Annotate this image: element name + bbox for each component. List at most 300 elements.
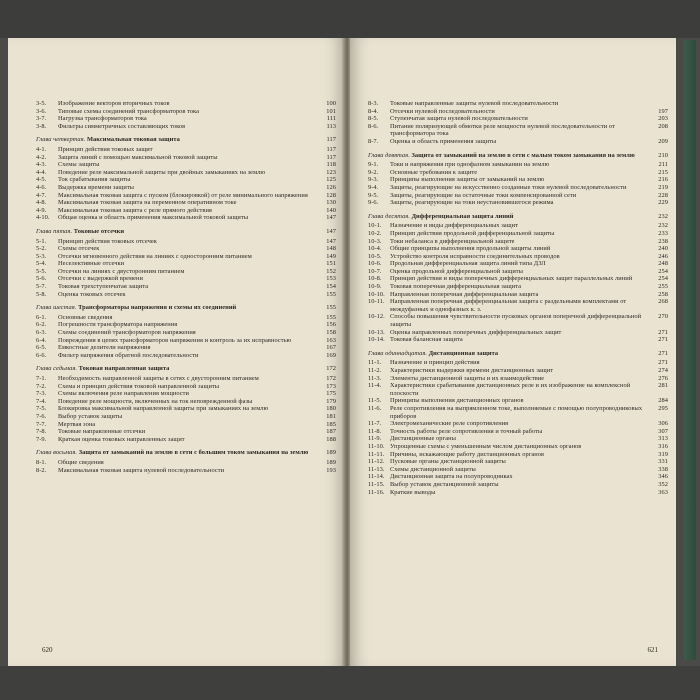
toc-entry-title: Схемы включения реле направления мощности [58,390,189,398]
toc-chapter-heading [368,350,668,358]
toc-entry-title: Принципы выполнения защиты от замыканий на землю [390,176,545,184]
toc-entry-title: Упрощенные схемы с уменьшенным числом дистанционных органов [390,442,582,450]
toc-entry [36,169,336,177]
toc-chapter-heading [36,228,336,236]
toc-entry [36,115,336,123]
toc-entry-number: 8-5. [368,115,379,123]
toc-entry-number: 7-6. [36,412,47,420]
toc-page-number: 203 [658,115,668,123]
toc-chapter-label: Глава девятая. [368,151,410,159]
toc-entry [36,176,336,184]
toc-chapter-label: Глава четвертая. [36,136,86,144]
toc-page-number: 232 [658,212,668,220]
left-page [8,38,344,666]
toc-page-number: 117 [326,153,336,161]
toc-entry-number: 8-3. [368,100,379,107]
toc-entry-title: Токовая балансная защита [390,336,463,344]
toc-entry-title: Способы повышения чувствительности пусковых органов поперечной дифференциальной защиты [390,313,642,329]
toc-chapter-title [368,213,644,221]
toc-entry-number: 11-11. [368,450,385,458]
toc-entry-title: Принципы выполнения дистанционных органов [390,397,524,405]
toc-page-number: 152 [326,267,336,275]
toc-entry [368,245,668,253]
toc-entry-number: 5-7. [36,283,47,291]
toc-entry-number: 9-3. [368,176,379,184]
toc-chapter-name: Дифференциальная защита линий [411,212,514,220]
toc-page-number: 172 [326,365,336,373]
toc-chapter-heading [36,449,336,457]
toc-entry-number: 5-4. [36,260,47,268]
toc-entry-title: Направленная поперечная дифференциальная защита [390,290,539,298]
toc-entry-title: Ступенчатая защита нулевой последовательности [390,115,528,123]
toc-entry-number: 9-4. [368,183,379,191]
toc-entry-number: 10-7. [368,267,382,275]
toc-entry-number: 7-4. [36,397,47,405]
toc-entry-title: Продольная дифференциальная защита линий типа ДЗЛ [390,260,546,268]
toc-entry-title: Токовые направленные защиты нулевой последовательности [390,100,559,107]
toc-entry-title: Отсечки нулевой последовательности [390,107,495,115]
toc-page-number: 319 [658,450,668,458]
toc-entry-title: Характеристики выдержки времени дистанционных защит [390,367,554,374]
toc-entry-title: Ток срабатывания защиты [58,176,131,184]
toc-entry-number: 11-6. [368,404,382,412]
toc-entry [36,199,336,207]
toc-entry [368,313,668,328]
toc-entry-title: Схемы дистанционной защиты [390,465,476,473]
toc-entry-title: Схемы соединений трансформаторов напряжения [58,329,196,337]
toc-entry-number: 10-14. [368,336,385,344]
toc-page-number: 210 [658,151,668,159]
toc-page-number: 307 [658,427,668,435]
toc-page-number: 306 [658,420,668,428]
toc-entry [368,161,668,169]
toc-page-number: 130 [326,199,336,207]
toc-entry-title: Характеристики срабатывания дистанционных реле и их изображение на комплексной плоскости [390,382,631,397]
toc-chapter-heading [36,304,336,312]
toc-entry-title: Краткие выводы [390,488,436,496]
toc-chapter-name: Токовые отсечки [73,227,125,235]
toc-entry-number: 10-5. [368,252,382,260]
toc-page-number: 158 [326,329,336,337]
toc-chapter-heading [36,136,336,144]
toc-page-number: 163 [326,336,336,344]
toc-entry [36,161,336,169]
toc-entry-number: 3-5. [36,100,47,107]
toc-page-number: 113 [326,122,336,130]
toc-entry-title: Устройство контроля исправности соединительных проводов [390,252,560,260]
toc-entry-title: Отсечки с выдержкой времени [58,275,143,283]
toc-entry [36,390,336,398]
toc-page-number: 295 [658,404,668,412]
toc-entry-title: Принцип действия продольной дифференциальной защиты [390,229,555,237]
toc-entry [368,123,668,138]
toc-entry [368,397,668,405]
toc-entry [36,321,336,329]
toc-entry-title: Повреждения в цепях трансформаторов напряжения и контроль за их исправностью [58,336,292,344]
toc-page-number: 229 [658,199,668,207]
toc-entry [36,459,336,467]
toc-entry [368,100,668,108]
toc-entry [36,421,336,429]
toc-entry [368,115,668,123]
toc-entry [368,253,668,261]
toc-page-number: 271 [658,328,668,336]
toc-entry [36,329,336,337]
toc-page-number: 233 [658,229,668,237]
toc-page-number: 219 [658,183,668,191]
toc-page-number: 169 [326,351,336,359]
toc-page-number: 268 [658,298,668,306]
toc-page-number: 316 [658,442,668,450]
toc-entry-title: Защиты, реагирующие на токи неустановившегося режима [390,199,554,207]
left-page-number: 620 [42,646,53,654]
toc-page-number: 193 [326,466,336,474]
toc-entry-number: 10-4. [368,245,382,253]
toc-page-number: 246 [658,252,668,260]
toc-entry [36,436,336,444]
toc-page-number: 276 [658,374,668,382]
toc-page-number: 228 [658,191,668,199]
toc-entry-number: 8-2. [36,466,47,474]
book-cover-edge [684,40,696,660]
toc-entry [36,154,336,162]
toc-entry-title: Основные сведения [58,313,113,321]
toc-entry-number: 10-1. [368,222,382,230]
toc-page-number: 185 [326,420,336,428]
toc-entry-number: 5-8. [36,290,47,298]
toc-entry-number: 6-6. [36,351,47,359]
toc-entry-title: Пусковые органы дистанционной защиты [390,458,506,466]
toc-page-number: 181 [326,412,336,420]
toc-entry-title: Реле сопротивления на выпрямленном токе, выполняемые с помощью полупроводниковых приборов [390,404,643,420]
toc-entry-title: Оценка продольной дифференциальной защиты [390,267,523,275]
toc-entry-title: Максимальная токовая защита с реле прямого действия [58,206,212,214]
toc-entry-number: 10-9. [368,283,382,291]
toc-page-number: 172 [326,375,336,382]
toc-page-number: 125 [326,176,336,184]
toc-entry-title: Неселективные отсечки [58,260,125,268]
toc-entry-number: 4-6. [36,183,47,191]
toc-entry-number: 6-2. [36,321,47,329]
toc-entry [36,291,336,299]
toc-entry [368,473,668,481]
right-toc [350,38,676,666]
toc-page-number: 346 [658,473,668,481]
toc-entry [368,466,668,474]
toc-entry-title: Токовая поперечная дифференциальная защита [390,283,521,291]
toc-page-number: 216 [658,176,668,184]
toc-page-number: 154 [326,283,336,291]
toc-entry-title: Причины, искажающие работу дистанционных органов [390,450,545,458]
toc-entry-title: Фильтры симметричных составляющих токов [58,122,186,130]
toc-entry [368,458,668,466]
toc-chapter-name: Максимальная токовая защита [86,136,180,144]
toc-entry [368,451,668,459]
toc-chapter-heading [36,365,336,373]
toc-entry-number: 6-3. [36,329,47,337]
toc-page-number: 189 [326,449,336,457]
toc-entry-title: Назначение и виды дифференциальных защит [390,222,518,230]
toc-page-number: 271 [658,349,668,357]
toc-entry-title: Схемы защиты [58,161,100,169]
toc-chapter-heading [368,213,668,221]
toc-entry-number: 11-1. [368,359,382,367]
toc-entry-number: 5-5. [36,267,47,275]
toc-page-number: 118 [326,161,336,169]
toc-chapter-name: Защита от замыканий на землю в сети с большим током замыкания на землю [78,449,309,457]
toc-entry-title: Питание поляризующей обмотки реле мощности нулевой последовательности от трансформатора тока [390,122,615,138]
toc-chapter-title [36,449,312,457]
toc-entry-title: Оценка и область применения защиты [390,137,497,145]
toc-entry [368,184,668,192]
toc-chapter-name: Токовая направленная защита [78,365,170,373]
toc-entry [368,176,668,184]
toc-page-number: 126 [326,183,336,191]
toc-entry-title: Максимальная токовая защита с пуском (блокировкой) от реле минимального напряжения [58,191,308,199]
toc-entry [36,253,336,261]
toc-entry [368,138,668,146]
toc-chapter-label: Глава шестая. [36,304,77,312]
toc-entry-title: Защиты, реагирующие на остаточные токи компенсированной сети [390,191,577,199]
toc-page-number: 173 [326,382,336,390]
toc-entry-title: Отсечки на линиях с двусторонним питанием [58,267,185,275]
toc-entry-title: Выбор уставок дистанционной защиты [390,480,499,488]
toc-page-number: 128 [326,191,336,199]
toc-entry-number: 7-2. [36,382,47,390]
toc-entry [36,146,336,154]
toc-page-number: 232 [658,222,668,230]
toc-entry-title: Отсечки мгновенного действия на линиях с односторонним питанием [58,252,252,260]
toc-page-number: 254 [658,267,668,275]
toc-entry-number: 4-10. [36,214,50,222]
toc-entry [36,467,336,475]
toc-page-number: 338 [658,465,668,473]
toc-page-number: 155 [326,304,336,312]
toc-page-number: 100 [326,100,336,107]
toc-page-number: 271 [658,336,668,344]
toc-entry-number: 7-1. [36,375,47,382]
toc-entry-title: Мертвая зона [58,420,96,428]
toc-entry-title: Изображение векторов вторичных токов [58,100,170,107]
toc-chapter-title [368,152,644,160]
toc-entry-title: Токовая трехступенчатая защита [58,283,149,291]
toc-entry [368,222,668,230]
toc-entry-title: Токовые направленные отсечки [58,428,146,436]
toc-entry-title: Типовые схемы соединений трансформаторов тока [58,107,199,115]
toc-entry-number: 5-3. [36,252,47,260]
toc-page-number: 148 [326,245,336,253]
toc-entry-number: 11-8. [368,427,382,435]
toc-entry-number: 11-3. [368,374,382,382]
toc-entry [36,192,336,200]
toc-page-number: 155 [326,290,336,298]
toc-page-number: 147 [326,214,336,222]
toc-entry-number: 6-5. [36,344,47,352]
toc-entry-number: 11-5. [368,397,382,405]
toc-page-number: 149 [326,252,336,260]
toc-page-number: 188 [326,435,336,443]
toc-page-number: 117 [326,145,336,153]
toc-entry [368,268,668,276]
toc-chapter-heading [368,152,668,160]
toc-entry-title: Оценка токовых отсечек [58,290,126,298]
toc-page-number: 147 [326,227,336,235]
toc-entry-number: 4-4. [36,168,47,176]
toc-entry-number: 7-3. [36,390,47,398]
toc-page-number: 117 [326,136,336,144]
toc-entry-number: 4-3. [36,161,47,169]
toc-chapter-label: Глава седьмая. [36,365,77,373]
toc-entry [368,283,668,291]
toc-page-number: 147 [326,237,336,245]
toc-entry-title: Погрешности трансформатора напряжения [58,321,178,329]
toc-entry [36,100,336,108]
toc-entry [36,344,336,352]
toc-entry [36,413,336,421]
toc-page-number: 352 [658,480,668,488]
toc-entry-number: 4-1. [36,145,47,153]
toc-entry-number: 11-15. [368,480,385,488]
toc-chapter-name: Дистанционная защита [428,349,499,357]
toc-entry-title: Дистанционные органы [390,435,456,443]
toc-entry [36,383,336,391]
toc-entry [368,428,668,436]
toc-entry [36,268,336,276]
toc-page-number: 123 [326,168,336,176]
toc-entry-number: 5-6. [36,275,47,283]
toc-entry-title: Выбор уставок защиты [58,412,123,420]
toc-entry [368,443,668,451]
toc-entry-number: 8-4. [368,107,379,115]
toc-page-number: 270 [658,313,668,321]
toc-entry [368,359,668,367]
toc-entry-number: 11-16. [368,488,385,496]
toc-entry-number: 4-9. [36,206,47,214]
toc-page-number: 208 [658,122,668,130]
toc-entry-title: Блокировка максимальной направленной защиты при замыканиях на землю [58,405,269,413]
toc-page-number: 274 [658,367,668,374]
toc-entry-number: 7-8. [36,428,47,436]
toc-page-number: 281 [658,382,668,390]
toc-entry [36,214,336,222]
toc-chapter-label: Глава десятая. [368,212,410,220]
toc-entry [368,435,668,443]
toc-entry-number: 10-2. [368,229,382,237]
toc-entry [36,123,336,131]
toc-entry [368,192,668,200]
toc-entry-number: 7-9. [36,435,47,443]
toc-entry-number: 11-12. [368,458,385,466]
toc-chapter-title [368,350,644,358]
toc-entry-number: 7-7. [36,420,47,428]
toc-page-number: 189 [326,458,336,466]
toc-entry [36,283,336,291]
toc-entry-number: 7-5. [36,405,47,413]
toc-entry [368,230,668,238]
toc-entry-title: Назначение и принцип действия [390,359,480,367]
toc-entry-number: 5-2. [36,245,47,253]
toc-entry-title: Оценка направленных поперечных дифференциальных защит [390,328,562,336]
toc-entry-title: Направленная поперечная дифференциальная защита с раздельными комплектами от междуфазных и однофазных к. з. [390,298,627,313]
toc-entry-title: Общие принципы выполнения продольной защиты линий [390,245,551,253]
toc-entry-number: 4-2. [36,153,47,161]
toc-page-number: 180 [326,405,336,413]
toc-entry-title: Токи небаланса в дифференциальной защите [390,237,515,245]
toc-entry [36,337,336,345]
toc-entry [368,260,668,268]
toc-page-number: 271 [658,359,668,367]
toc-page-number: 331 [658,458,668,466]
toc-entry-number: 4-8. [36,199,47,207]
toc-entry-title: Токи и напряжения при однофазном замыкании на землю [390,161,550,169]
toc-entry-title: Точность работы реле сопротивления и точный работы [390,427,543,435]
toc-page-number: 313 [658,435,668,443]
toc-entry [368,108,668,116]
toc-entry [368,336,668,344]
toc-entry-number: 11-13. [368,465,385,473]
toc-entry-number: 10-6. [368,260,382,268]
toc-entry [36,428,336,436]
toc-entry-number: 11-9. [368,435,382,443]
toc-entry-title: Фильтр напряжения обратной последовательности [58,351,199,359]
toc-chapter-title [36,228,312,236]
toc-entry [368,275,668,283]
toc-entry-number: 4-7. [36,191,47,199]
toc-entry-number: 11-10. [368,442,385,450]
toc-entry-number: 9-5. [368,191,379,199]
toc-entry [36,238,336,246]
toc-entry-number: 11-4. [368,382,382,390]
toc-entry-number: 10-12. [368,313,385,321]
toc-entry-number: 8-7. [368,137,379,145]
toc-entry [368,405,668,420]
right-page [350,38,676,666]
toc-entry-title: Поведение реле мощности, включенных на ток неповрежденной фазы [58,397,253,405]
toc-page-number: 101 [326,107,336,115]
toc-page-number: 175 [326,390,336,398]
toc-entry-title: Поведение реле максимальной защиты при двойных замыканиях на землю [58,168,266,176]
toc-entry [36,314,336,322]
toc-entry-number: 6-1. [36,313,47,321]
toc-entry-number: 3-7. [36,115,47,123]
toc-entry [368,489,668,497]
left-toc [8,38,344,666]
background-bottom [0,666,700,700]
toc-chapter-name: Трансформаторы напряжения и схемы их соединений [78,304,237,312]
toc-entry-title: Нагрузка трансформаторов тока [58,115,147,123]
toc-entry-number: 11-7. [368,420,382,428]
toc-entry-title: Необходимость направленной защиты в сетях с двусторонним питанием [58,375,259,382]
toc-entry-title: Защита линий с помощью максимальной токовой защиты [58,153,218,161]
toc-entry-number: 9-1. [368,161,379,169]
toc-chapter-name: Защита от замыканий на землю в сети с малым током замыкания на землю [411,151,635,159]
toc-entry-number: 10-11. [368,298,385,306]
toc-entry [368,199,668,207]
toc-entry-title: Дистанционная защита на полупроводниках [390,473,513,481]
toc-entry [368,420,668,428]
toc-page-number: 153 [326,275,336,283]
toc-entry-number: 4-5. [36,176,47,184]
toc-entry [36,184,336,192]
toc-entry-title: Максимальная токовая защита нулевой последовательности [58,466,225,474]
toc-entry-title: Краткая оценка токовых направленных защит [58,435,185,443]
toc-entry-title: Защиты, реагирующие на искусственно созданные токи нулевой последовательности [390,183,627,191]
toc-entry-number: 3-8. [36,122,47,130]
toc-entry [368,329,668,337]
toc-page-number: 284 [658,397,668,405]
toc-entry-number: 9-2. [368,168,379,176]
toc-entry [368,375,668,383]
